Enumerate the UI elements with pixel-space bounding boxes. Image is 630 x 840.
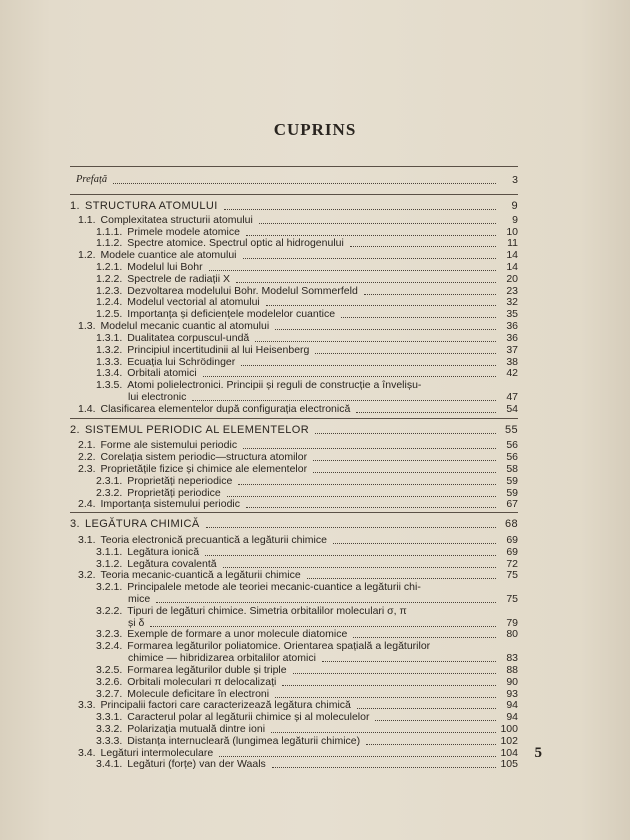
toc-page-number: 56 bbox=[506, 451, 518, 464]
toc-entry-text: Proprietăți periodice bbox=[127, 486, 221, 499]
toc-entry-text: Teoria mecanic-cuantică a legăturii chimice bbox=[100, 569, 301, 582]
toc-entry-number: 1.2.3. bbox=[96, 284, 123, 297]
toc-entry-text: Complexitatea structurii atomului bbox=[100, 213, 253, 226]
toc-entry-text: Spectrele de radiații X bbox=[127, 272, 231, 285]
toc-page-number: 80 bbox=[506, 628, 518, 641]
toc-entry-number: 3.2.2. bbox=[96, 604, 123, 617]
toc-entry-text: Proprietăți neperiodice bbox=[127, 474, 233, 487]
toc-page-number: 36 bbox=[506, 320, 518, 333]
toc-entry-label bbox=[96, 273, 230, 285]
page-title: CUPRINS bbox=[273, 120, 357, 139]
toc-entry-label bbox=[96, 546, 199, 558]
toc-entry bbox=[70, 581, 518, 605]
toc-entry-number: 3.2.3. bbox=[96, 628, 123, 641]
toc-page-number: 94 bbox=[506, 699, 518, 712]
toc-entry-number: 2.2. bbox=[78, 451, 96, 464]
toc-page-number: 58 bbox=[506, 462, 518, 475]
toc-entry-text: Tipuri de legături chimice. Simetria orbitalilor moleculari σ, π bbox=[127, 604, 407, 617]
toc-entry-number: 3.3.3. bbox=[96, 734, 123, 747]
toc-entry-text: Formarea legăturilor duble și triple bbox=[127, 663, 287, 676]
toc-entry bbox=[70, 174, 518, 186]
toc-entry-number: 2.3.2. bbox=[96, 486, 123, 499]
toc-page-number: 47 bbox=[506, 391, 518, 404]
dot-leader bbox=[315, 421, 496, 434]
toc-page-number: 67 bbox=[506, 498, 518, 511]
toc-entry-number: 3.2.5. bbox=[96, 663, 123, 676]
toc-entry-text: Modelul mecanic cuantic al atomului bbox=[100, 320, 270, 333]
toc-entry-text: Modele cuantice ale atomului bbox=[100, 249, 237, 262]
toc-entry-number: 1.2. bbox=[78, 249, 96, 262]
toc-entry-number: 3.4. bbox=[78, 746, 96, 759]
toc-entry-text: Forme ale sistemului periodic bbox=[100, 439, 238, 452]
toc-entry-text: Corelația sistem periodic—structura atomilor bbox=[100, 451, 308, 464]
toc-entry-text: Clasificarea elementelor după configurația electronică bbox=[100, 402, 351, 415]
toc-entry-text: Prefață bbox=[76, 174, 108, 186]
toc-page-number: 72 bbox=[506, 557, 518, 570]
toc-entry-label bbox=[78, 320, 269, 332]
toc-entry-label bbox=[96, 332, 249, 344]
toc-page-number: 37 bbox=[506, 343, 518, 356]
toc-entry-label bbox=[96, 758, 266, 770]
toc-entry-label bbox=[78, 451, 307, 463]
toc-entry bbox=[70, 569, 518, 581]
toc-entry-number: 3.2.4. bbox=[96, 640, 123, 653]
toc-entry-text: Proprietățile fizice și chimice ale elementelor bbox=[100, 462, 308, 475]
toc-entry-text: Legături (forțe) van der Waals bbox=[127, 758, 266, 771]
toc-entry-number: 2.4. bbox=[78, 498, 96, 511]
toc-entry-text: Atomi polielectronici. Principii și reguli de construcție a învelișu- bbox=[127, 379, 422, 392]
toc-entry-label bbox=[96, 367, 197, 379]
dot-leader bbox=[156, 590, 496, 603]
toc-entry-number: 1.1.1. bbox=[96, 225, 123, 238]
dot-leader bbox=[353, 625, 496, 638]
toc-entry-label bbox=[96, 664, 287, 676]
toc-entry bbox=[70, 403, 518, 415]
toc-entry-number: 1.3.3. bbox=[96, 355, 123, 368]
toc-page-number: 59 bbox=[506, 474, 518, 487]
toc-entry-label bbox=[78, 214, 253, 226]
toc-entry-text: Teoria electronică precuantică a legăturii chimice bbox=[100, 533, 327, 546]
toc-page-number: 32 bbox=[506, 296, 518, 309]
toc-entry-number: 2.3.1. bbox=[96, 474, 123, 487]
toc-entry-text: Principalele metode ale teoriei mecanic-cuantice a legăturii chi- bbox=[127, 581, 421, 594]
toc-page-number: 54 bbox=[506, 402, 518, 415]
toc-page-number: 90 bbox=[506, 675, 518, 688]
dot-leader bbox=[307, 566, 496, 579]
toc-page-number: 35 bbox=[506, 308, 518, 321]
toc-entry-label bbox=[78, 747, 213, 759]
toc-entry-number: 3.1.2. bbox=[96, 557, 123, 570]
toc-entry-number: 1.2.1. bbox=[96, 261, 123, 274]
toc-entry-text: SISTEMUL PERIODIC AL ELEMENTELOR bbox=[84, 423, 310, 436]
toc-entry-label bbox=[76, 174, 107, 186]
toc-entry-label bbox=[96, 475, 232, 487]
toc-entry-continuation: lui electronic bbox=[128, 391, 187, 404]
toc-entry-label bbox=[96, 487, 221, 499]
toc-chapter bbox=[70, 424, 518, 436]
toc-entry-number: 1.2.4. bbox=[96, 296, 123, 309]
toc-page-number: 69 bbox=[506, 545, 518, 558]
toc-page-number: 11 bbox=[507, 237, 518, 250]
toc-entry-text: Legătura covalentă bbox=[127, 557, 217, 570]
toc-entry-label bbox=[78, 439, 237, 451]
toc-page-number: 69 bbox=[506, 533, 518, 546]
toc-entry-text: Orbitali atomici bbox=[127, 367, 197, 380]
toc-entry-text: Importanța sistemului periodic bbox=[100, 498, 240, 511]
toc-entry-text: Spectre atomice. Spectrul optic al hidrogenului bbox=[127, 237, 344, 250]
toc-page-number: 104 bbox=[500, 746, 518, 759]
toc-page-number: 14 bbox=[506, 249, 518, 262]
toc-page-number: 23 bbox=[506, 284, 518, 297]
toc-page-number: 79 bbox=[506, 616, 518, 629]
toc-entry bbox=[70, 498, 518, 510]
toc-page-number: 75 bbox=[506, 569, 518, 582]
toc-entry-number: 1. bbox=[70, 199, 80, 212]
toc-entry-number: 1.4. bbox=[78, 402, 96, 415]
dot-leader bbox=[272, 755, 496, 768]
toc-entry-text: Importanța și deficiențele modelelor cuantice bbox=[127, 308, 336, 321]
toc-entry-number: 3.4.1. bbox=[96, 758, 123, 771]
toc-entry-text: Legături intermoleculare bbox=[100, 746, 214, 759]
toc-entry-number: 2.3. bbox=[78, 462, 96, 475]
toc-page-number: 20 bbox=[506, 272, 518, 285]
dot-leader bbox=[113, 171, 496, 184]
toc-entry-text: Principalii factori care caracterizează legătura chimică bbox=[100, 699, 351, 712]
dot-leader bbox=[224, 197, 496, 210]
toc-entry-text: STRUCTURA ATOMULUI bbox=[84, 199, 218, 212]
toc-entry-number: 2.1. bbox=[78, 439, 96, 452]
toc-page-number: 55 bbox=[504, 423, 518, 436]
toc-entry-continuation: chimice — hibridizarea orbitalilor atomici bbox=[128, 652, 316, 665]
toc-entry-number: 3.2. bbox=[78, 569, 96, 582]
toc-entry-continuation: și δ bbox=[128, 616, 145, 629]
toc-page-number: 10 bbox=[506, 225, 518, 238]
toc-entry-label bbox=[96, 688, 269, 700]
toc-entry-text: Caracterul polar al legăturii chimice și al moleculelor bbox=[127, 711, 370, 724]
dot-leader bbox=[246, 495, 496, 508]
toc-entry-number: 1.3. bbox=[78, 320, 96, 333]
toc-entry-text: Formarea legăturilor poliatomice. Orientarea spațială a legăturilor bbox=[127, 640, 431, 653]
toc-entry-label bbox=[78, 569, 301, 581]
toc-entry-number: 1.3.5. bbox=[96, 379, 123, 392]
toc-entry-text: Primele modele atomice bbox=[127, 225, 240, 238]
toc-entry-text: Orbitali moleculari π delocalizați bbox=[127, 675, 277, 688]
toc-entry-label bbox=[96, 628, 347, 640]
toc-entry-label bbox=[70, 424, 309, 436]
toc-entry-text: Polarizația mutuală dintre ioni bbox=[127, 722, 266, 735]
toc-page-number: 100 bbox=[500, 722, 518, 735]
toc-page-number: 9 bbox=[512, 213, 518, 226]
chapter-separator-rule bbox=[70, 512, 518, 513]
toc-entry-label bbox=[78, 403, 350, 415]
toc-page-number: 42 bbox=[506, 367, 518, 380]
toc-entry-number: 3.2.6. bbox=[96, 675, 123, 688]
toc-entry-label bbox=[96, 261, 203, 273]
toc-page-number: 75 bbox=[506, 593, 518, 606]
toc-entry-text: Exemple de formare a unor molecule diatomice bbox=[127, 628, 348, 641]
toc-entry-text: Dualitatea corpuscul-undă bbox=[127, 331, 250, 344]
toc-entry-number: 3. bbox=[70, 518, 80, 531]
toc-entry-number: 1.3.2. bbox=[96, 343, 123, 356]
toc-entry-number: 1.3.1. bbox=[96, 331, 123, 344]
toc-page-number: 88 bbox=[506, 663, 518, 676]
toc-entry-label bbox=[78, 498, 240, 510]
toc-entry-number: 1.1. bbox=[78, 213, 96, 226]
toc-page-number: 3 bbox=[512, 174, 518, 187]
toc-page-number: 36 bbox=[506, 331, 518, 344]
chapter-separator-rule bbox=[70, 418, 518, 419]
toc-page-number: 59 bbox=[506, 486, 518, 499]
toc-page-number: 102 bbox=[500, 734, 518, 747]
toc-entry-number: 1.1.2. bbox=[96, 237, 123, 250]
toc-entry-label bbox=[70, 200, 218, 212]
toc-entry-number: 3.2.1. bbox=[96, 581, 123, 594]
toc-entry-number: 3.3.2. bbox=[96, 722, 123, 735]
toc-entry-label bbox=[96, 226, 240, 238]
toc-page-number: 105 bbox=[500, 758, 518, 771]
toc-entry-text: Ecuația lui Schrödinger bbox=[127, 355, 236, 368]
dot-leader bbox=[356, 400, 496, 413]
page-number: 5 bbox=[534, 745, 542, 761]
toc-entry-label bbox=[70, 518, 200, 530]
toc-entry bbox=[70, 628, 518, 640]
dot-leader bbox=[203, 364, 496, 377]
toc-entry-number: 3.2.7. bbox=[96, 687, 123, 700]
toc-page-number: 83 bbox=[506, 652, 518, 665]
toc-chapter bbox=[70, 518, 518, 530]
toc-page-number: 9 bbox=[511, 199, 518, 212]
toc-page-number: 68 bbox=[504, 518, 518, 531]
toc-entry-text: LEGĂTURA CHIMICĂ bbox=[84, 518, 200, 531]
toc-entry-text: Modelul vectorial al atomului bbox=[127, 296, 260, 309]
toc-page-number: 56 bbox=[506, 439, 518, 452]
toc-entry-label bbox=[78, 699, 351, 711]
toc-entry bbox=[70, 758, 518, 770]
toc-entry bbox=[70, 367, 518, 379]
chapter-separator-rule bbox=[70, 194, 518, 195]
toc-entry-number: 3.1.1. bbox=[96, 545, 123, 558]
toc-entry-text: Dezvoltarea modelului Bohr. Modelul Sommerfeld bbox=[127, 284, 358, 297]
header-rule bbox=[70, 166, 518, 167]
toc-entry-text: Molecule deficitare în electroni bbox=[127, 687, 270, 700]
toc-entry-label bbox=[96, 296, 260, 308]
toc-entry-label bbox=[96, 558, 217, 570]
toc-entry-continuation: mice bbox=[128, 593, 151, 606]
toc-page-number: 38 bbox=[506, 355, 518, 368]
dot-leader bbox=[206, 515, 496, 528]
toc-entry-text: Legătura ionică bbox=[127, 545, 200, 558]
toc-entry-label bbox=[96, 723, 265, 735]
bleed-through-text bbox=[180, 40, 480, 130]
toc-entry-number: 1.2.2. bbox=[96, 272, 123, 285]
toc-entry-text: Distanța internucleară (lungimea legăturii chimice) bbox=[127, 734, 361, 747]
toc-entry-number: 1.2.5. bbox=[96, 308, 123, 321]
toc-entry-text: Modelul lui Bohr bbox=[127, 261, 203, 274]
toc-entry-text: Principiul incertitudinii al lui Heisenberg bbox=[127, 343, 310, 356]
toc-entry-number: 3.3.1. bbox=[96, 711, 123, 724]
toc-entry-number: 3.1. bbox=[78, 533, 96, 546]
toc-entry-number: 2. bbox=[70, 423, 80, 436]
toc-page-number: 94 bbox=[506, 711, 518, 724]
toc-page-number: 14 bbox=[506, 261, 518, 274]
toc-entry-number: 3.3. bbox=[78, 699, 96, 712]
toc-page-number: 93 bbox=[506, 687, 518, 700]
toc-entry-number: 1.3.4. bbox=[96, 367, 123, 380]
toc-entry-label bbox=[96, 676, 276, 688]
